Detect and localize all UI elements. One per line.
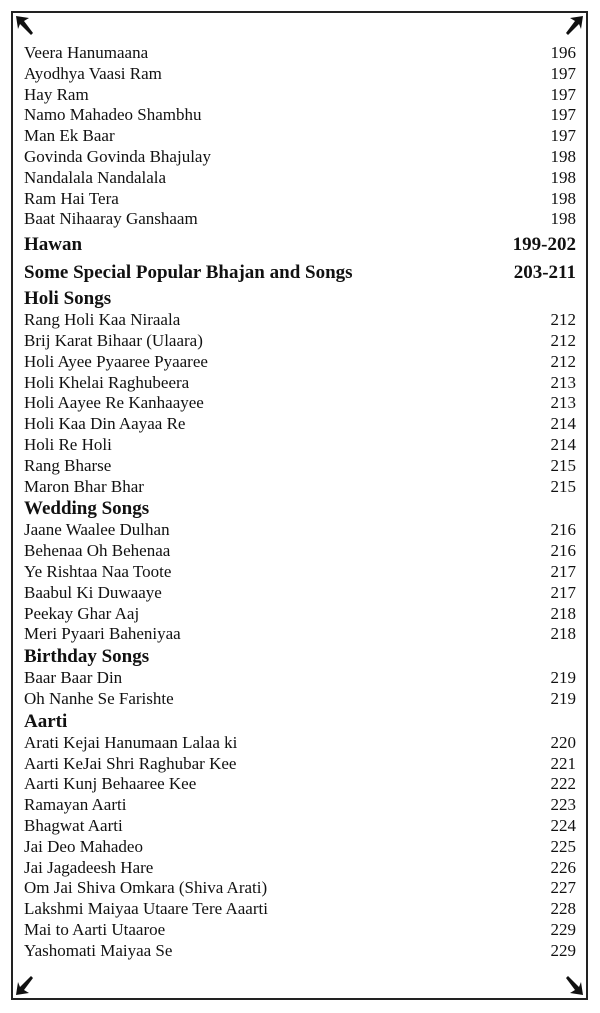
entry-title: Man Ek Baar [24,126,115,146]
entry-page-number: 222 [550,774,576,794]
entry-page-number: 228 [550,899,576,919]
toc-entry [24,168,576,189]
entry-page-number: 217 [550,561,576,581]
entry-title: Behenaa Oh Behenaa [24,541,171,561]
entry-title: Meri Pyaari Baheniyaa [24,624,181,644]
entry-title: Aarti Kunj Behaaree Kee [24,774,197,794]
entry-page-number: 219 [550,688,576,708]
entry-page-number: 219 [550,668,576,688]
entry-page-number: 198 [550,167,576,187]
entry-page-number: 223 [550,795,576,815]
entry-title: Veera Hanumaana [24,43,149,62]
entry-title: Govinda Govinda Bhajulay [24,146,211,166]
toc-entry [24,126,576,147]
toc-entry [24,604,576,625]
toc-entry [24,43,576,64]
toc-entry [24,105,576,126]
entry-page-number: 229 [550,940,576,960]
entry-page-number: 212 [550,330,576,350]
entry-page-number: 226 [550,857,576,877]
entry-title: Holi Khelai Raghubeera [24,372,190,392]
toc-entry [24,373,576,394]
entry-title: Jai Jagadeesh Hare [24,857,154,877]
toc-entry [24,456,576,477]
toc-entry [24,689,576,710]
entry-title: Mai to Aarti Utaaroe [24,919,166,939]
entry-title: Ye Rishtaa Naa Toote [24,561,172,581]
toc-entry [24,541,576,562]
entry-page-number: 197 [550,84,576,104]
toc-entry [24,64,576,85]
entry-title: Oh Nanhe Se Farishte [24,688,174,708]
category-heading: Aarti [24,710,68,732]
toc-entry [24,562,576,583]
entry-page-number: 224 [550,815,576,835]
entry-title: Jai Deo Mahadeo [24,836,143,856]
section-page-range: 199-202 [512,234,576,256]
toc-entry [24,209,576,230]
entry-title: Bhagwat Aarti [24,815,123,835]
entry-page-number: 197 [550,63,576,83]
entry-title: Namo Mahadeo Shambhu [24,105,202,125]
entry-page-number: 212 [550,310,576,330]
section-page-range: 203-211 [513,262,576,284]
entry-title: Yashomati Maiyaa Se [24,940,173,960]
toc-entry [24,754,576,775]
entry-page-number: 197 [550,105,576,125]
toc-entry [24,920,576,941]
entry-title: Baar Baar Din [24,668,123,688]
table-of-contents [24,43,576,961]
toc-entry [24,583,576,604]
entry-title: Holi Aayee Re Kanhaayee [24,393,204,413]
toc-entry [24,668,576,689]
entry-page-number: 217 [550,582,576,602]
category-heading: Birthday Songs [24,646,150,668]
entry-page-number: 212 [550,351,576,371]
toc-entry [24,795,576,816]
toc-entry [24,435,576,456]
entry-page-number: 218 [550,624,576,644]
toc-entry [24,414,576,435]
corner-ornament-icon [15,974,37,996]
category-heading: Wedding Songs [24,498,150,520]
toc-entry [24,393,576,414]
entry-page-number: 198 [550,146,576,166]
section-title: Some Special Popular Bhajan and Songs [24,262,353,284]
entry-title: Baat Nihaaray Ganshaam [24,209,198,229]
corner-ornament-icon [15,15,37,37]
toc-entry [24,858,576,879]
entry-title: Ram Hai Tera [24,188,119,208]
toc-entry [24,189,576,210]
entry-title: Holi Ayee Pyaaree Pyaaree [24,351,208,371]
entry-title: Holi Kaa Din Aayaa Re [24,414,186,434]
entry-page-number: 216 [550,520,576,540]
major-section [24,259,576,287]
major-section [24,233,576,259]
entry-title: Baabul Ki Duwaaye [24,582,162,602]
entry-page-number: 215 [550,476,576,496]
entry-page-number: 221 [550,753,576,773]
entry-page-number: 213 [550,393,576,413]
entry-title: Jaane Waalee Dulhan [24,520,170,540]
toc-entry [24,733,576,754]
entry-page-number: 220 [550,732,576,752]
toc-entry [24,837,576,858]
entry-page-number: 218 [550,603,576,623]
toc-entry [24,477,576,498]
toc-entry [24,520,576,541]
entry-title: Rang Holi Kaa Niraala [24,310,181,330]
entry-title: Arati Kejai Hanumaan Lalaa ki [24,732,238,752]
entry-title: Om Jai Shiva Omkara (Shiva Arati) [24,878,268,898]
toc-entry [24,85,576,106]
entry-page-number: 214 [550,414,576,434]
toc-entry [24,352,576,373]
corner-ornament-icon [562,974,584,996]
section-title: Hawan [24,234,83,256]
entry-title: Aarti KeJai Shri Raghubar Kee [24,753,237,773]
entry-page-number: 196 [550,43,576,62]
entry-title: Holi Re Holi [24,434,112,454]
toc-entry [24,147,576,168]
category-heading: Holi Songs [24,288,112,310]
entry-title: Brij Karat Bihaar (Ulaara) [24,330,203,350]
toc-entry [24,774,576,795]
entry-title: Ramayan Aarti [24,795,127,815]
entry-title: Hay Ram [24,84,89,104]
entry-page-number: 229 [550,919,576,939]
toc-entry [24,816,576,837]
toc-entry [24,899,576,920]
entry-page-number: 197 [550,126,576,146]
toc-entry [24,310,576,331]
toc-entry [24,624,576,645]
entry-title: Nandalala Nandalala [24,167,167,187]
entry-title: Rang Bharse [24,455,112,475]
entry-title: Maron Bhar Bhar [24,476,144,496]
entry-page-number: 198 [550,209,576,229]
entry-page-number: 225 [550,836,576,856]
entry-page-number: 216 [550,541,576,561]
entry-title: Ayodhya Vaasi Ram [24,63,162,83]
entry-page-number: 227 [550,878,576,898]
entry-page-number: 215 [550,455,576,475]
entry-page-number: 213 [550,372,576,392]
entry-title: Peekay Ghar Aaj [24,603,140,623]
toc-entry [24,878,576,899]
corner-ornament-icon [562,15,584,37]
toc-entry [24,331,576,352]
entry-title: Lakshmi Maiyaa Utaare Tere Aaarti [24,899,268,919]
toc-entry [24,941,576,962]
entry-page-number: 214 [550,434,576,454]
entry-page-number: 198 [550,188,576,208]
